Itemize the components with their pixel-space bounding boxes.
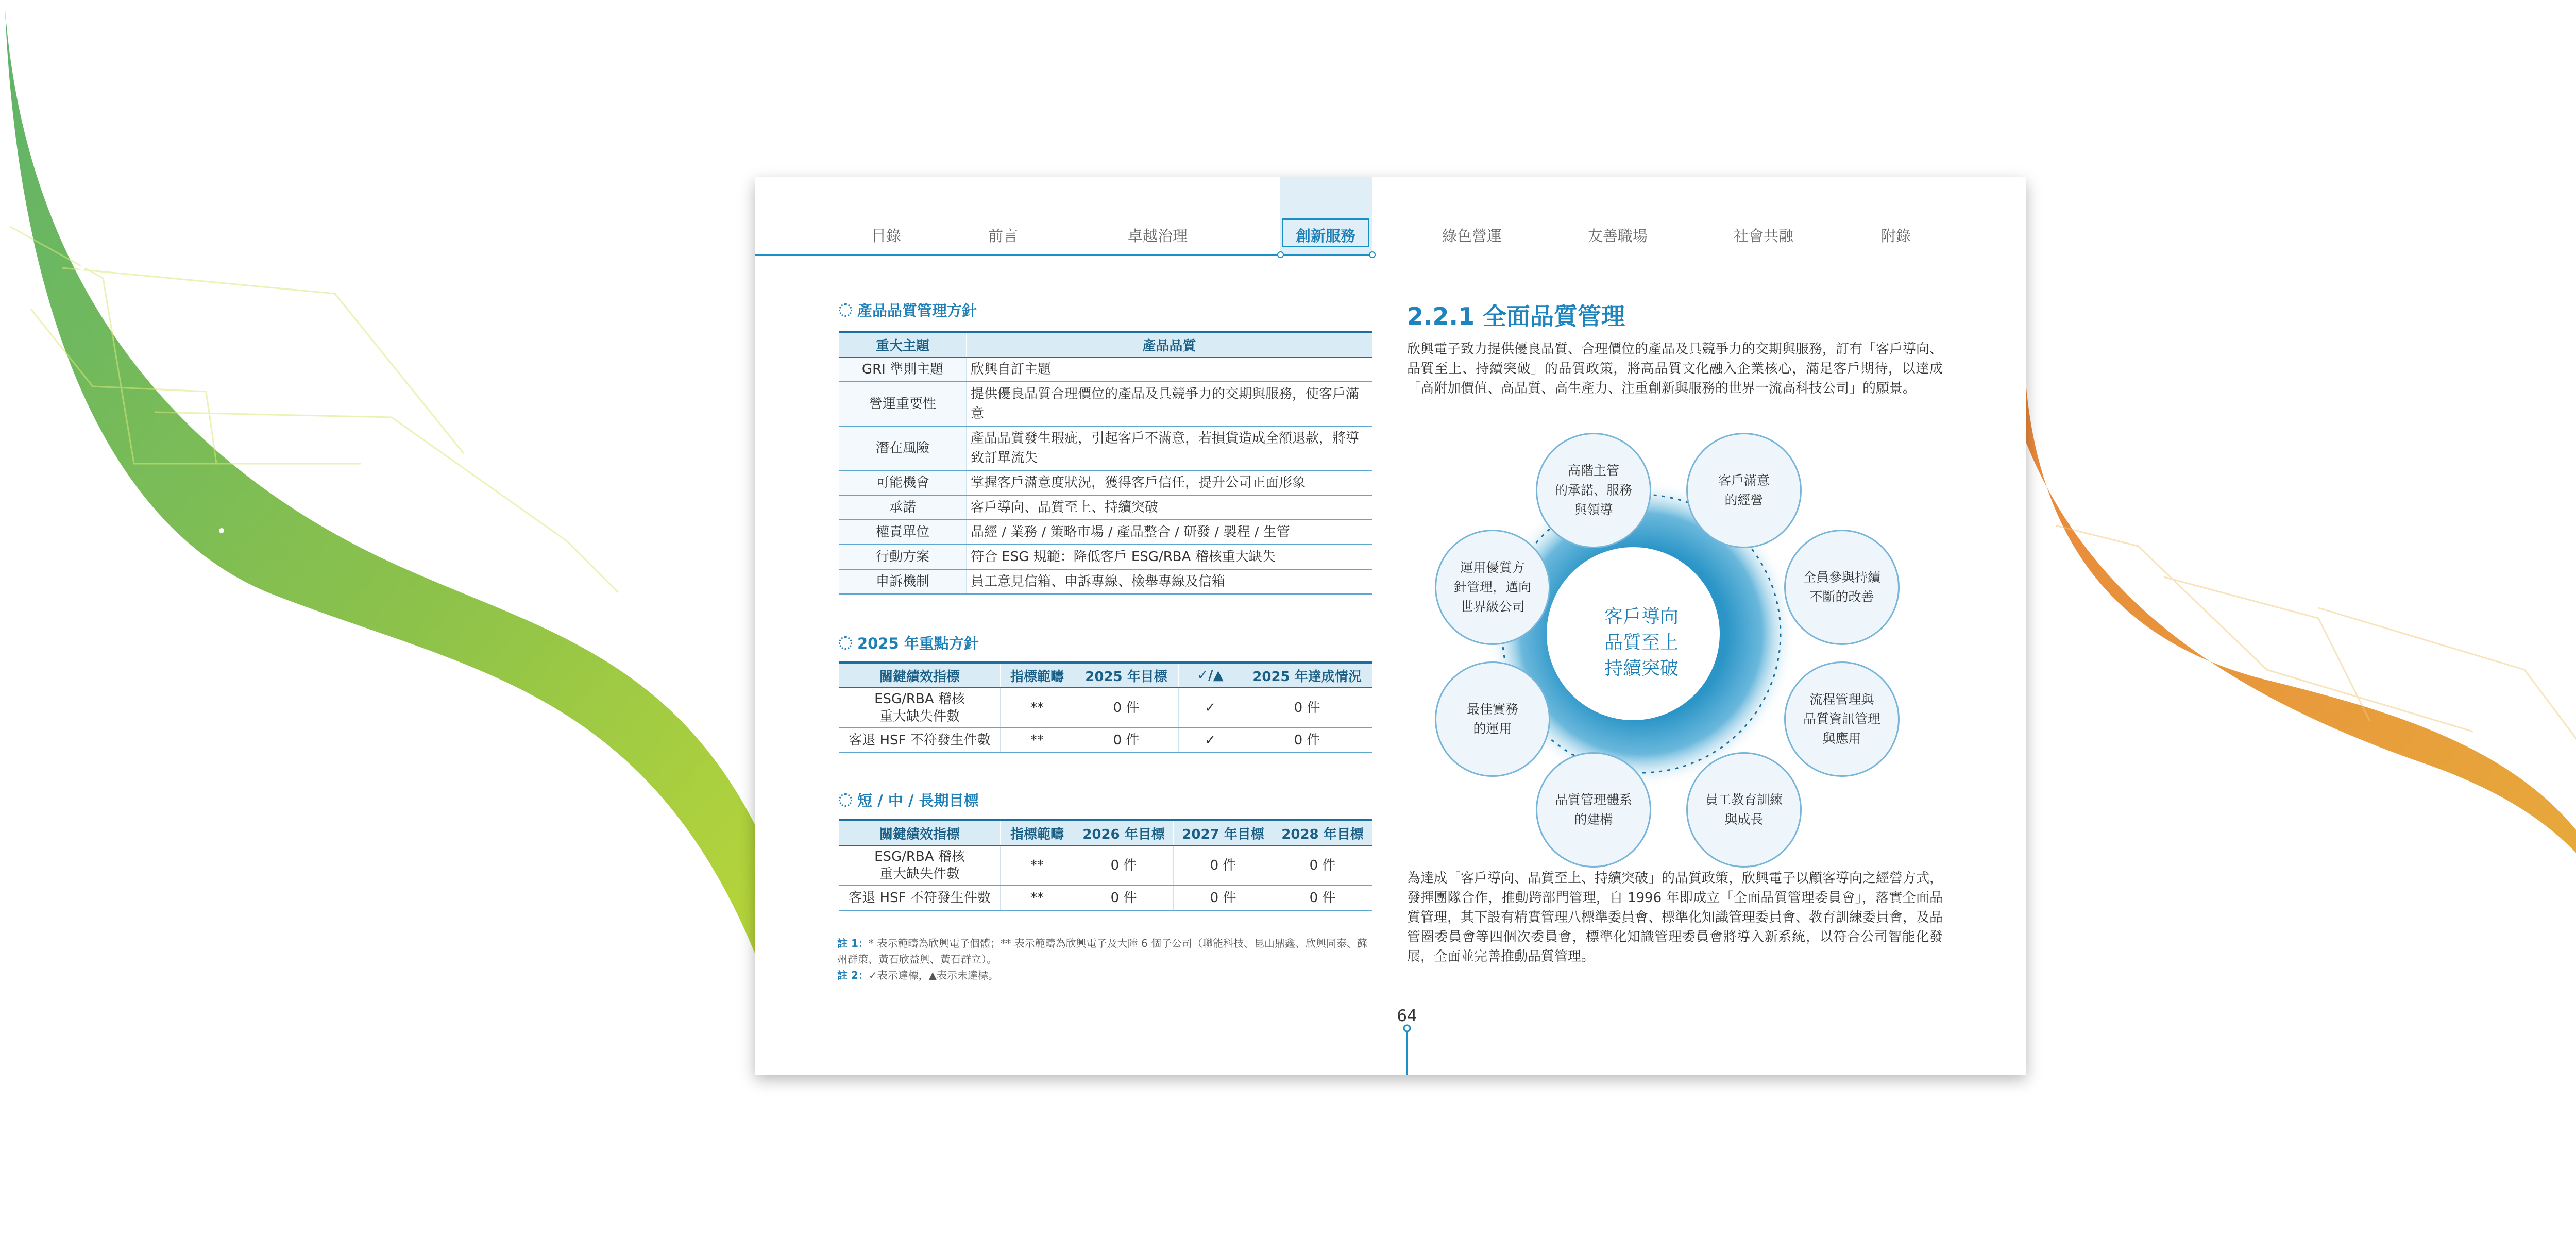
row-value: 掌握客戶滿意度狀況，獲得客戶信任，提升公司正面形象: [967, 470, 1372, 495]
nav-item-contents[interactable]: 目錄: [871, 227, 902, 245]
table-cell: **: [1001, 728, 1074, 753]
diagram-node: 運用優質方 針管理，邁向 世界級公司: [1435, 530, 1550, 645]
table-cell: 0 件: [1074, 845, 1174, 886]
nav-item-workplace[interactable]: 友善職場: [1587, 227, 1648, 245]
table-row: [839, 545, 1372, 569]
table-cell: 0 件: [1242, 728, 1372, 753]
row-value: 產品品質發生瑕疵，引起客戶不滿意，若損貨造成全額退款，將導致訂單流失: [967, 426, 1372, 470]
chapter-nav: [755, 177, 2026, 256]
diagram-center-text: 客戶導向 品質至上 持續突破: [1604, 606, 1679, 679]
note-label: 註 1：: [837, 937, 869, 949]
section-title: 2.2.1 全面品質管理: [1407, 302, 1625, 330]
body-paragraph: 為達成「客戶導向、品質至上、持續突破」的品質政策，欣興電子以顧客導向之經營方式，發揮團隊合作，推動跨部門管理，自 1996 年即成立「全面品質管理委員會」，落實全面品質管理，其下設有精實管理八標準委員會、標準化知識管理委員會、教育訓練委員會，及品管圈委員會等四個次委員會，標準化知識管理委員會將導入新系統，以符合公司智能化發展，全面並完善推動品質管理。: [1407, 871, 1943, 964]
table-row: [839, 357, 1372, 382]
table-row: [839, 728, 1372, 753]
table-row: [839, 688, 1372, 728]
table-row: [839, 426, 1372, 470]
table-cell: 客退 HSF 不符發生件數: [839, 728, 1001, 753]
row-value: 欣興自訂主題: [967, 357, 1372, 382]
note-2: [837, 968, 1368, 983]
table-header: 2028 年目標: [1273, 820, 1372, 845]
page-marker-icon: [1401, 1023, 1413, 1075]
row-key: 營運重要性: [839, 382, 967, 426]
table-header: 重大主題: [839, 332, 967, 357]
longterm-heading-text: 短 / 中 / 長期目標: [857, 792, 979, 809]
table-header: 產品品質: [967, 332, 1372, 357]
longterm-table: [839, 819, 1372, 911]
table-cell: **: [1001, 845, 1074, 886]
table-cell: 0 件: [1174, 886, 1273, 910]
nav-item-green[interactable]: 綠色營運: [1442, 227, 1502, 245]
table-header: 2026 年目標: [1074, 820, 1174, 845]
row-value: 員工意見信箱、申訴專線、檢舉專線及信箱: [967, 569, 1372, 594]
row-key: 承諾: [839, 495, 967, 520]
diagram-node: 流程管理與 品質資訊管理 與應用: [1784, 661, 1900, 777]
nav-item-appendix[interactable]: 附錄: [1880, 227, 1911, 245]
row-key: 申訴機制: [839, 569, 967, 594]
table-header: ✓/▲: [1179, 663, 1242, 688]
row-key: 可能機會: [839, 470, 967, 495]
nav-dot-icon: [1277, 251, 1284, 258]
table-cell: 0 件: [1242, 688, 1372, 728]
longterm-heading: [839, 789, 979, 810]
row-key: 權責單位: [839, 520, 967, 545]
table-cell: 0 件: [1273, 845, 1372, 886]
diagram-node: 高階主管 的承諾、服務 與領導: [1536, 433, 1651, 548]
table-row: [839, 569, 1372, 594]
table-cell: 0 件: [1074, 728, 1179, 753]
diagram-node: 品質管理體系 的建構: [1536, 752, 1651, 868]
table-cell: ✓: [1179, 688, 1242, 728]
row-key: GRI 準則主題: [839, 357, 967, 382]
table-row: [839, 382, 1372, 426]
table-cell: ESG/RBA 稽核 重大缺失件數: [839, 688, 1001, 728]
row-value: 提供優良品質合理價位的產品及具競爭力的交期與服務，使客戶滿意: [967, 382, 1372, 426]
table-header: 2025 年達成情況: [1242, 663, 1372, 688]
table-header: 關鍵績效指標: [839, 663, 1001, 688]
note-1: [837, 936, 1368, 968]
table-cell: **: [1001, 688, 1074, 728]
table-header: 關鍵績效指標: [839, 820, 1001, 845]
row-value: 符合 ESG 規範：降低客戶 ESG/RBA 稽核重大缺失: [967, 545, 1372, 569]
table-cell: ✓: [1179, 728, 1242, 753]
row-key: 潛在風險: [839, 426, 967, 470]
policy-heading: [839, 299, 977, 320]
nav-item-social[interactable]: 社會共融: [1733, 227, 1794, 245]
table-header: 2025 年目標: [1074, 663, 1179, 688]
gear-icon: [839, 636, 852, 650]
diagram-node: 全員參與持續 不斷的改善: [1784, 530, 1900, 645]
nav-item-innovation[interactable]: 創新服務: [1295, 227, 1356, 245]
note-label: 註 2：: [837, 969, 869, 981]
table-row: [839, 520, 1372, 545]
focus2025-heading: [839, 632, 979, 653]
gear-icon: [839, 793, 852, 807]
table-cell: ESG/RBA 稽核 重大缺失件數: [839, 845, 1001, 886]
row-value: 品經 / 業務 / 策略市場 / 產品整合 / 研發 / 製程 / 生管: [967, 520, 1372, 545]
table-row: [839, 886, 1372, 910]
table-row: [839, 495, 1372, 520]
intro-paragraph: 欣興電子致力提供優良品質、合理價位的產品及具競爭力的交期與服務，訂有「客戶導向、品質至上、持續突破」的品質政策，將高品質文化融入企業核心，滿足客戶期待，以達成「高附加價值、高品質、高生產力、注重創新與服務的世界一流高科技公司」的願景。: [1407, 342, 1943, 396]
table-row: [839, 470, 1372, 495]
diagram-node: 最佳實務 的運用: [1435, 661, 1550, 777]
page-number: 64: [1397, 1007, 1417, 1025]
policy-table: [839, 331, 1372, 595]
table-cell: 客退 HSF 不符發生件數: [839, 886, 1001, 910]
report-page-spread: [755, 177, 2026, 1075]
table-notes: [837, 936, 1368, 983]
note-text: * 表示範疇為欣興電子個體；** 表示範疇為欣興電子及大陸 6 個子公司（聯能科技、昆山鼎鑫、欣興同泰、蘇州群策、黃石欣益興、黃石群立）。: [837, 937, 1368, 965]
nav-dot-icon: [1369, 251, 1376, 258]
diagram-node: 員工教育訓練 與成長: [1686, 752, 1802, 868]
table-cell: 0 件: [1273, 886, 1372, 910]
row-value: 客戶導向、品質至上、持續突破: [967, 495, 1372, 520]
table-row: [839, 845, 1372, 886]
table-cell: 0 件: [1074, 886, 1174, 910]
gear-icon: [839, 303, 852, 317]
policy-heading-text: 產品品質管理方針: [857, 302, 977, 319]
focus2025-heading-text: 2025 年重點方針: [857, 635, 979, 652]
table-header: 2027 年目標: [1174, 820, 1273, 845]
table-header: 指標範疇: [1001, 820, 1074, 845]
table-cell: **: [1001, 886, 1074, 910]
note-text: ✓表示達標，▲表示未達標。: [868, 969, 999, 981]
nav-item-preface[interactable]: 前言: [988, 227, 1019, 245]
nav-item-governance[interactable]: 卓越治理: [1127, 227, 1188, 245]
focus2025-table: [839, 661, 1372, 753]
table-cell: 0 件: [1074, 688, 1179, 728]
table-header: 指標範疇: [1001, 663, 1074, 688]
row-key: 行動方案: [839, 545, 967, 569]
diagram-node: 客戶滿意 的經營: [1686, 433, 1802, 548]
table-cell: 0 件: [1174, 845, 1273, 886]
